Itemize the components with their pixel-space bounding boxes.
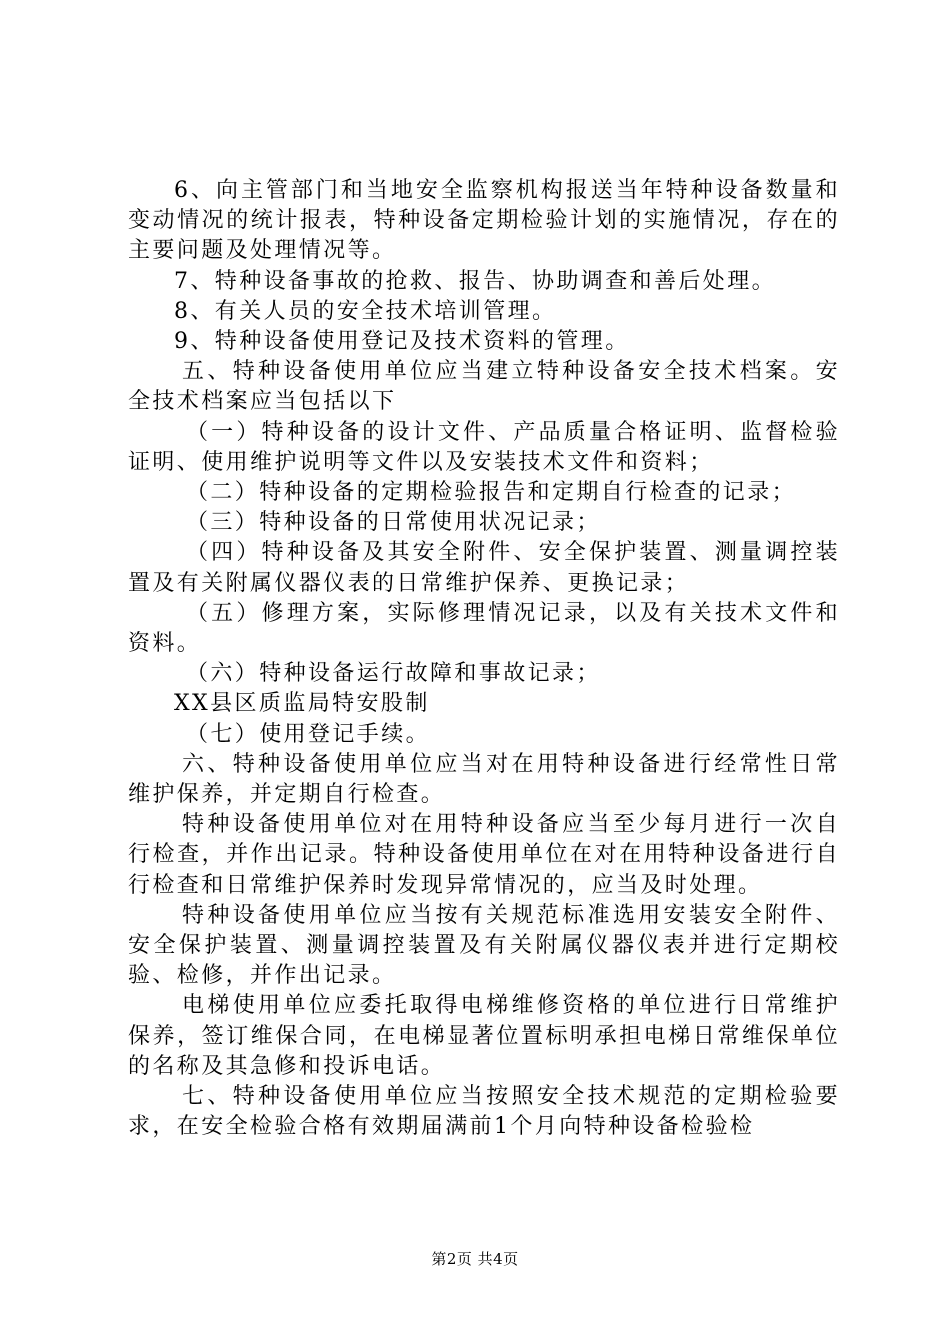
archive-item-4: （四）特种设备及其安全附件、安全保护装置、测量调控装置及有关附属仪器仪表的日常维护保养、更换记录；	[128, 540, 840, 596]
archive-item-2: （二）特种设备的定期检验报告和定期自行检查的记录；	[186, 480, 797, 506]
elevator-maintenance-paragraph: 电梯使用单位应委托取得电梯维修资格的单位进行日常维护保养，签订维保合同，在电梯显著位置标明承担电梯日常维保单位的名称及其急修和投诉电话。	[128, 993, 840, 1079]
page-number-footer: 第2页 共4页	[431, 1250, 519, 1268]
paragraph-item-9: 9、特种设备使用登记及技术资料的管理。	[174, 329, 630, 355]
paragraph-item-8: 8、有关人员的安全技术培训管理。	[174, 298, 557, 324]
issuer-line: XX县区质监局特安股制	[174, 691, 430, 717]
section-seven-heading: 七、特种设备使用单位应当按照安全技术规范的定期检验要求，在安全检验合格有效期届满前1个月向特种设备检验检	[128, 1084, 840, 1140]
archive-item-5: （五）修理方案，实际修理情况记录，以及有关技术文件和资料。	[128, 600, 840, 657]
paragraph-item-7: 7、特种设备事故的抢救、报告、协助调查和善后处理。	[174, 268, 776, 294]
section-six-heading: 六、特种设备使用单位应当对在用特种设备进行经常性日常维护保养，并定期自行检查。	[128, 751, 840, 808]
archive-item-6: （六）特种设备运行故障和事故记录；	[186, 661, 601, 687]
document-body	[128, 176, 840, 1143]
self-inspection-paragraph: 特种设备使用单位对在用特种设备应当至少每月进行一次自行检查，并作出记录。特种设备使用单位在对在用特种设备进行自行检查和日常维护保养时发现异常情况的，应当及时处理。	[128, 812, 840, 898]
paragraph-item-6: 6、向主管部门和当地安全监察机构报送当年特种设备数量和变动情况的统计报表，特种设备定期检验计划的实施情况，存在的主要问题及处理情况等。	[128, 178, 840, 264]
archive-item-7: （七）使用登记手续。	[186, 721, 431, 747]
archive-item-3: （三）特种设备的日常使用状况记录；	[186, 510, 601, 536]
archive-item-1: （一）特种设备的设计文件、产品质量合格证明、监督检验证明、使用维护说明等文件以及安装技术文件和资料；	[128, 419, 840, 475]
safety-accessories-paragraph: 特种设备使用单位应当按有关规范标准选用安装安全附件、安全保护装置、测量调控装置及有关附属仪器仪表并进行定期校验、检修，并作出记录。	[128, 902, 840, 989]
section-five-heading: 五、特种设备使用单位应当建立特种设备安全技术档案。安全技术档案应当包括以下	[128, 359, 840, 415]
